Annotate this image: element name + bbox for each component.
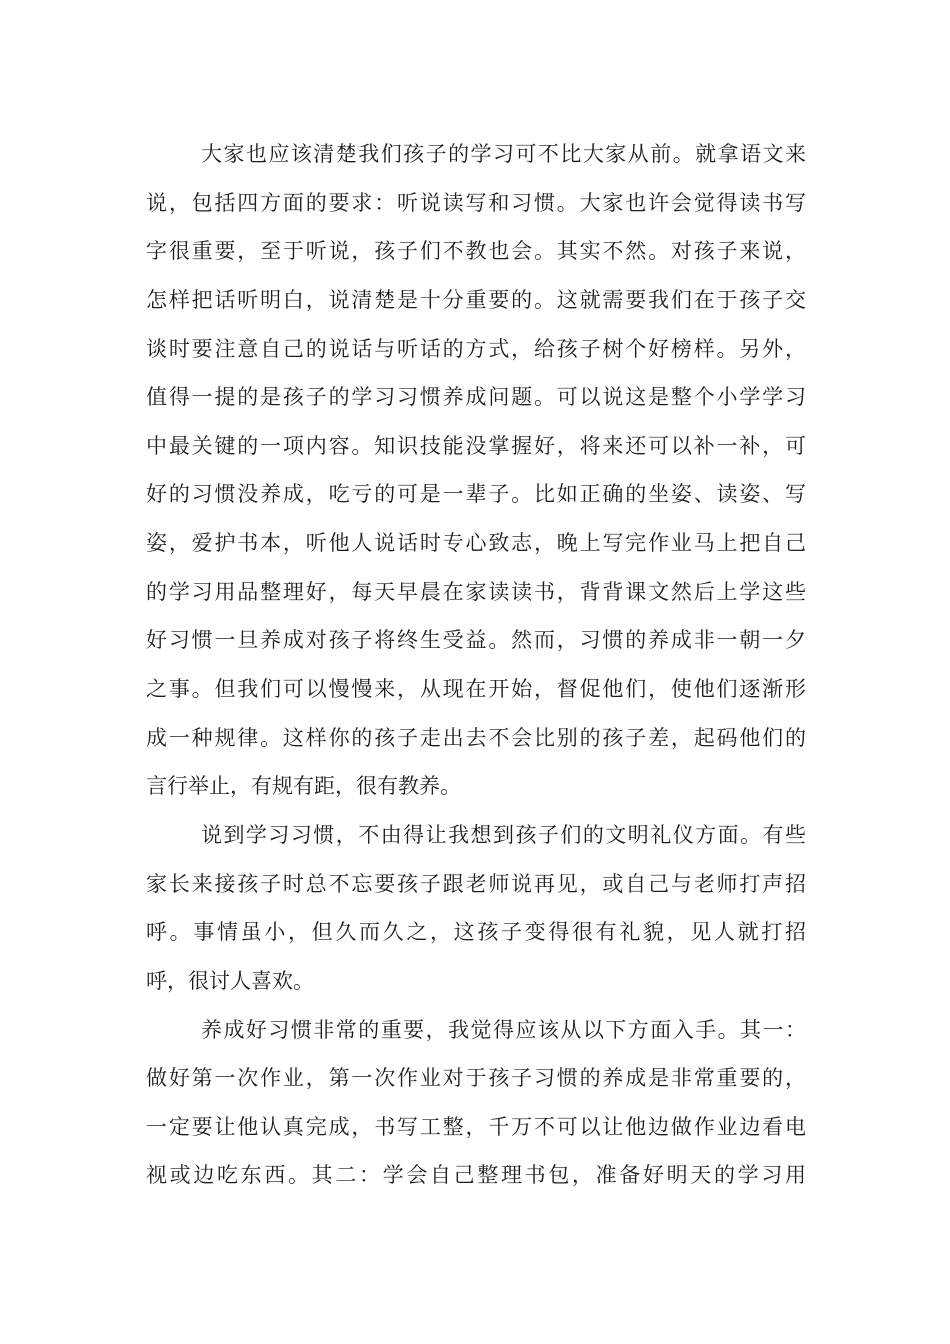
paragraph-3-line-4: 视或边吃东西。其二：学会自己整理书包，准备好明天的学习用 [146, 1163, 806, 1188]
paragraph-1-line-5: 谈时要注意自己的说话与听话的方式，给孩子树个好榜样。另外， [146, 336, 806, 361]
paragraph-1-line-3: 字很重要，至于听说，孩子们不教也会。其实不然。对孩子来说， [146, 239, 806, 264]
paragraph-1-line-14: 言行举止，有规有距，很有教养。 [146, 774, 461, 799]
paragraph-1-line-12: 之事。但我们可以慢慢来，从现在开始，督促他们，使他们逐渐形 [146, 677, 806, 702]
paragraph-1-line-8: 好的习惯没养成，吃亏的可是一辈子。比如正确的坐姿、读姿、写 [146, 482, 806, 507]
paragraph-2-line-3: 呼。事情虽小，但久而久之，这孩子变得很有礼貌，见人就打招 [146, 920, 806, 945]
paragraph-1-line-13: 成一种规律。这样你的孩子走出去不会比别的孩子差，起码他们的 [146, 725, 806, 750]
paragraph-2-line-4: 呼，很讨人喜欢。 [146, 968, 314, 993]
paragraph-3-line-2: 做好第一次作业，第一次作业对于孩子习惯的养成是非常重要的， [146, 1066, 806, 1091]
paragraph-2-line-1: 说到学习习惯，不由得让我想到孩子们的文明礼仪方面。有些 [201, 822, 806, 847]
paragraph-2-line-2: 家长来接孩子时总不忘要孩子跟老师说再见，或自己与老师打声招 [146, 871, 806, 896]
document-body [146, 130, 806, 1200]
paragraph-1-line-1: 大家也应该清楚我们孩子的学习可不比大家从前。就拿语文来 [201, 142, 806, 166]
paragraph-1-line-6: 值得一提的是孩子的学习习惯养成问题。可以说这是整个小学学习 [146, 385, 806, 410]
paragraph-3-line-1: 养成好习惯非常的重要，我觉得应该从以下方面入手。其一： [201, 1017, 806, 1042]
paragraph-1-line-7: 中最关键的一项内容。知识技能没掌握好，将来还可以补一补，可 [146, 433, 806, 458]
paragraph-1-line-11: 好习惯一旦养成对孩子将终生受益。然而，习惯的养成非一朝一夕 [146, 628, 806, 653]
paragraph-1-line-2: 说，包括四方面的要求：听说读写和习惯。大家也许会觉得读书写 [146, 190, 806, 215]
paragraph-1-line-9: 姿，爱护书本，听他人说话时专心致志，晚上写完作业马上把自己 [146, 531, 806, 556]
paragraph-1-line-4: 怎样把话听明白，说清楚是十分重要的。这就需要我们在于孩子交 [146, 287, 806, 312]
paragraph-3-line-3: 一定要让他认真完成，书写工整，千万不可以让他边做作业边看电 [146, 1114, 806, 1139]
paragraph-1-line-10: 的学习用品整理好，每天早晨在家读读书，背背课文然后上学这些 [146, 579, 806, 604]
